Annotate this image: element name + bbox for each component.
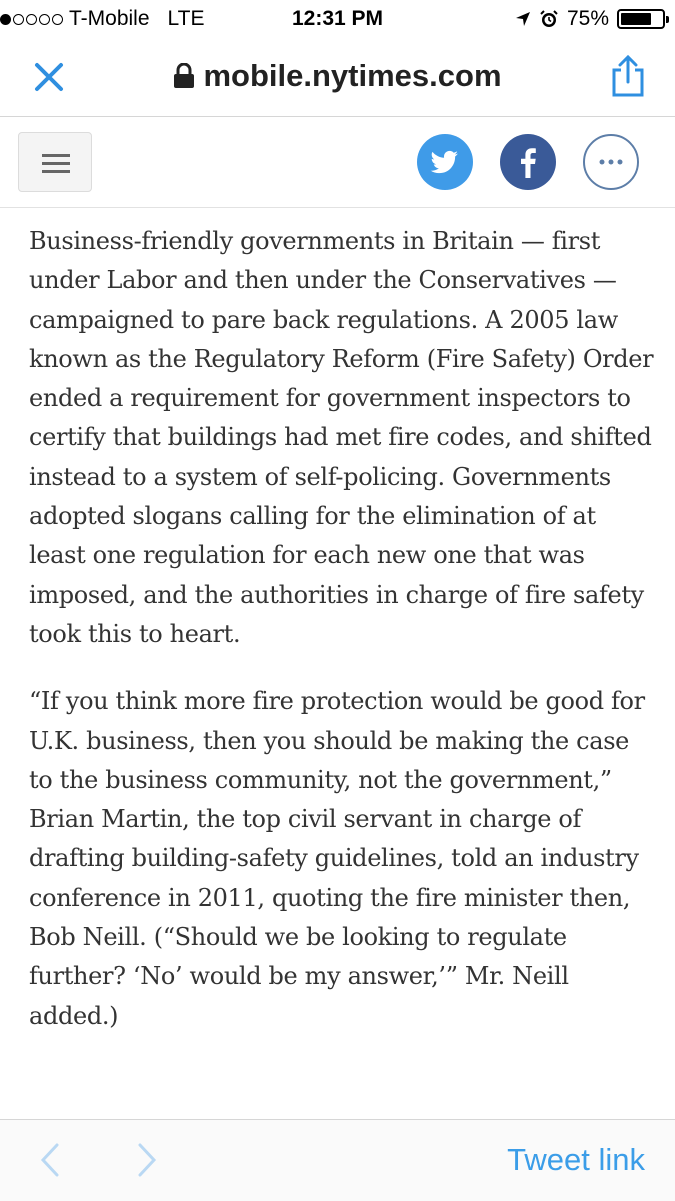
status-right: [515, 7, 665, 31]
bottom-toolbar: [0, 1119, 675, 1201]
battery-icon: [617, 9, 665, 29]
facebook-share-button[interactable]: [500, 134, 556, 190]
clock: 12:31 PM: [291, 7, 384, 30]
article-paragraph: “If you think more fire protection would be good for U.K. business, then you should be making the case to the business community, not the government,” Brian Martin, the top civil servant in charge of drafting building-safety guidelines, told an industry conference in 2011, quoting the fire minister then, Bob Neill. (“Should we be looking to regulate further? ‘No’ would be my answer,’” Mr. Neill added.): [29, 687, 645, 1030]
url-field[interactable]: [0, 58, 675, 94]
status-bar: [0, 0, 675, 38]
battery-percent: 75%: [566, 7, 609, 30]
article-paragraph: Business-friendly governments in Britain — first under Labor and then under the Conservatives — campaigned to pare back regulations. A 2005 law known as the Regulatory Reform (Fire Safety) Order ended a requirement for government inspectors to certify that buildings had met fire codes, and shifted instead to a system of self-policing. Governments adopted slogans calling for the elimination of at least one regulation for each new one that was imposed, and the authorities in charge of fire safety took this to heart.: [29, 227, 654, 648]
more-options-button[interactable]: [583, 134, 639, 190]
carrier-name: T-Mobile: [69, 7, 150, 30]
alarm-icon: [539, 9, 559, 29]
facebook-icon: [500, 134, 556, 190]
back-chevron-icon[interactable]: [38, 1142, 62, 1178]
address-bar: [0, 38, 675, 117]
lock-icon: [173, 63, 195, 89]
share-icon[interactable]: [609, 54, 647, 98]
location-arrow-icon: [515, 11, 531, 27]
forward-chevron-icon[interactable]: [135, 1142, 159, 1178]
more-icon: [585, 136, 637, 188]
article-body: [29, 222, 654, 1064]
tweet-link-button[interactable]: Tweet link: [507, 1142, 645, 1177]
twitter-icon: [417, 134, 473, 190]
battery-level-fill: [621, 13, 651, 25]
site-header: [0, 117, 675, 208]
network-type: LTE: [167, 7, 205, 30]
url-text: mobile.nytimes.com: [203, 58, 502, 93]
hamburger-menu-icon[interactable]: [18, 132, 92, 192]
twitter-share-button[interactable]: [417, 134, 473, 190]
